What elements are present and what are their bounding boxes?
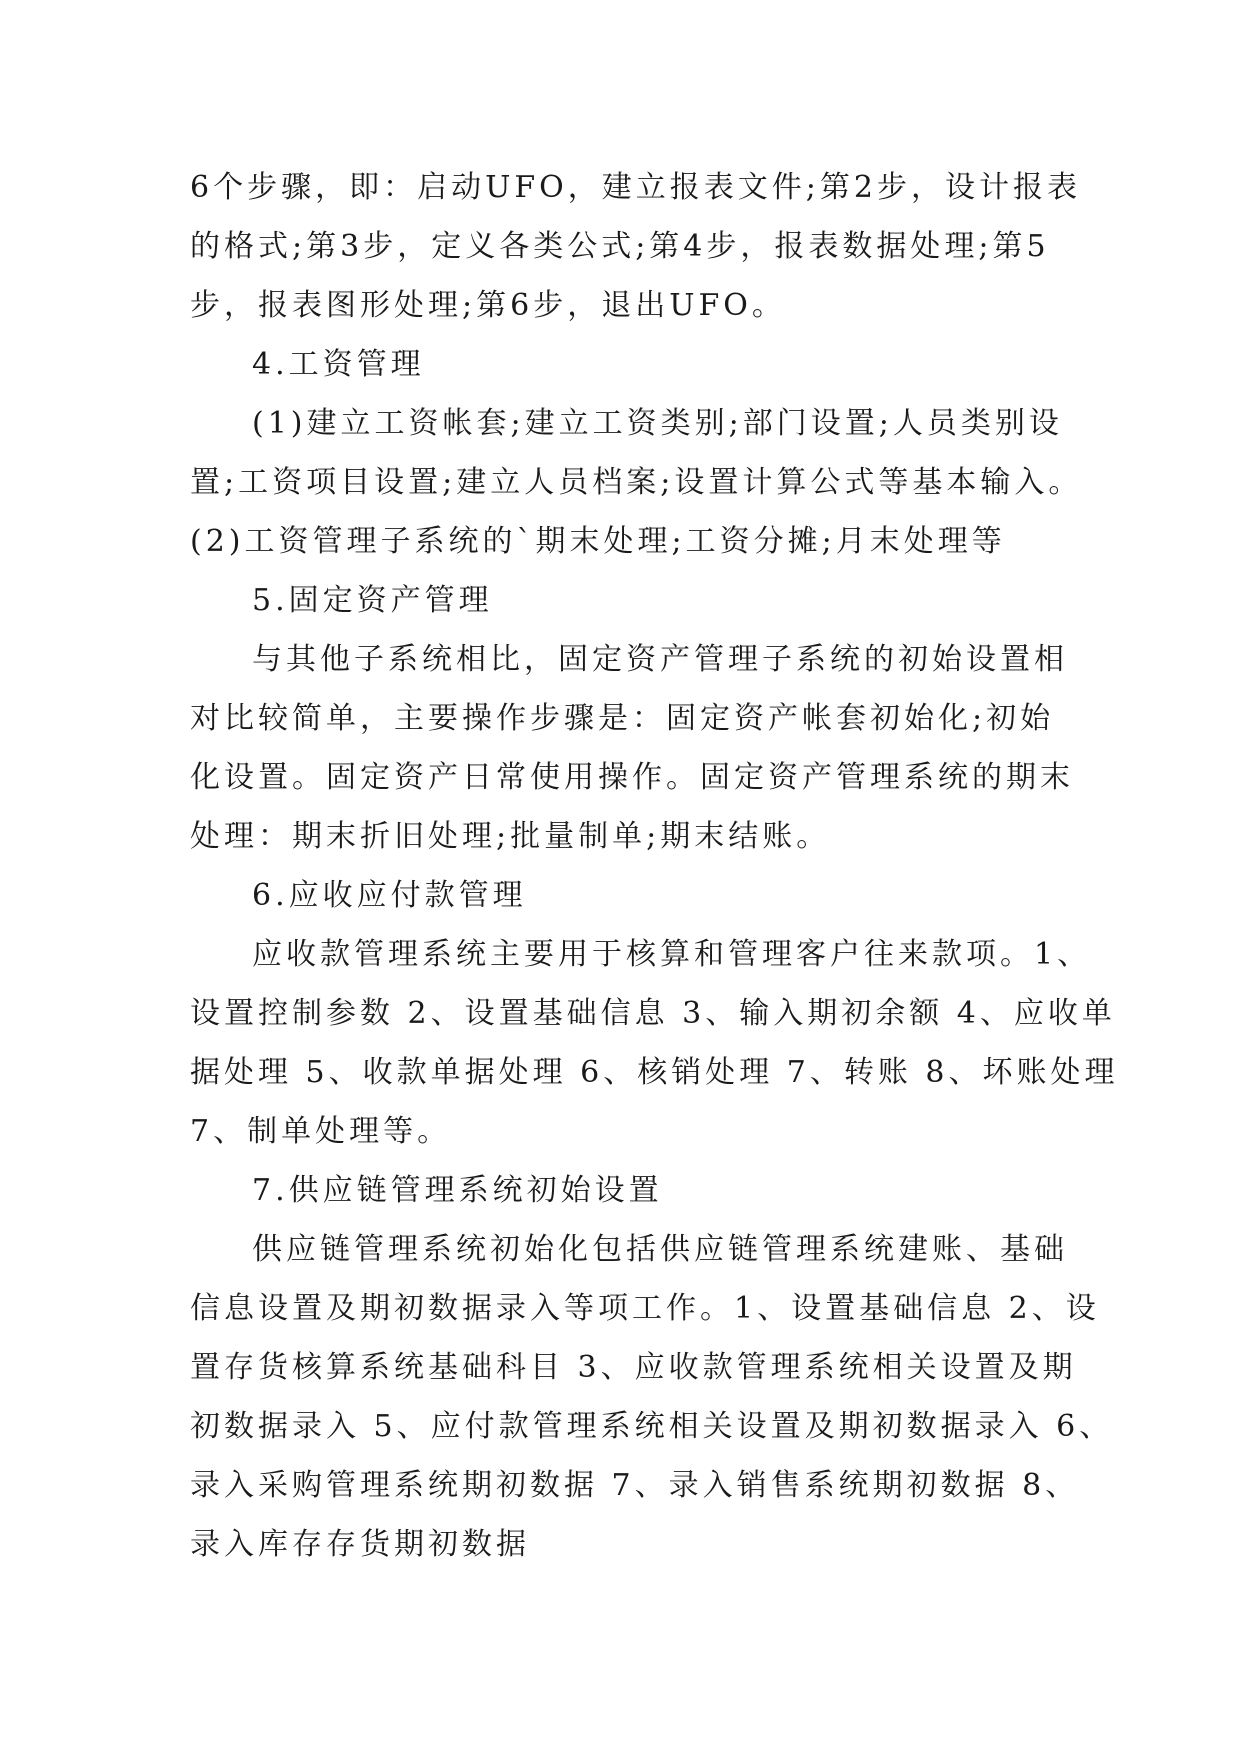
text-line: 录入采购管理系统期初数据 7、录入销售系统期初数据 8、 xyxy=(190,1468,1080,1503)
text-line: 的格式;第3步，定义各类公式;第4步，报表数据处理;第5 xyxy=(190,229,1050,264)
text-line: 化设置。固定资产日常使用操作。固定资产管理系统的期末 xyxy=(190,760,1074,795)
text-line: 7、制单处理等。 xyxy=(190,1114,452,1149)
document-body xyxy=(190,158,1119,1574)
text-line: 对比较简单，主要操作步骤是：固定资产帐套初始化;初始 xyxy=(190,701,1055,736)
text-line: 与其他子系统相比，固定资产管理子系统的初始设置相 xyxy=(252,642,1068,677)
section-heading: 7.供应链管理系统初始设置 xyxy=(252,1173,663,1208)
text-line: 供应链管理系统初始化包括供应链管理系统建账、基础 xyxy=(252,1232,1068,1267)
text-line: 录入库存存货期初数据 xyxy=(190,1527,530,1562)
text-line: 置存货核算系统基础科目 3、应收款管理系统相关设置及期 xyxy=(190,1350,1077,1385)
section-heading: 5.固定资产管理 xyxy=(252,583,493,618)
text-line: 设置控制参数 2、设置基础信息 3、输入期初余额 4、应收单 xyxy=(190,996,1116,1031)
section-heading: 4.工资管理 xyxy=(252,347,425,382)
text-line: 6个步骤，即：启动UFO，建立报表文件;第2步，设计报表 xyxy=(190,170,1081,205)
text-line: 初数据录入 5、应付款管理系统相关设置及期初数据录入 6、 xyxy=(190,1409,1114,1444)
text-line: 据处理 5、收款单据处理 6、核销处理 7、转账 8、坏账处理 xyxy=(190,1055,1119,1090)
text-line: 应收款管理系统主要用于核算和管理客户往来款项。1、 xyxy=(252,937,1092,972)
text-line: (1)建立工资帐套;建立工资类别;部门设置;人员类别设 xyxy=(252,406,1063,441)
text-line: 信息设置及期初数据录入等项工作。1、设置基础信息 2、设 xyxy=(190,1291,1100,1326)
text-line: 置;工资项目设置;建立人员档案;设置计算公式等基本输入。 xyxy=(190,465,1083,500)
text-line: 步，报表图形处理;第6步，退出UFO。 xyxy=(190,288,786,323)
text-line: (2)工资管理子系统的`期末处理;工资分摊;月末处理等 xyxy=(190,524,1006,559)
text-line: 处理：期末折旧处理;批量制单;期末结账。 xyxy=(190,819,831,854)
section-heading: 6.应收应付款管理 xyxy=(252,878,527,913)
